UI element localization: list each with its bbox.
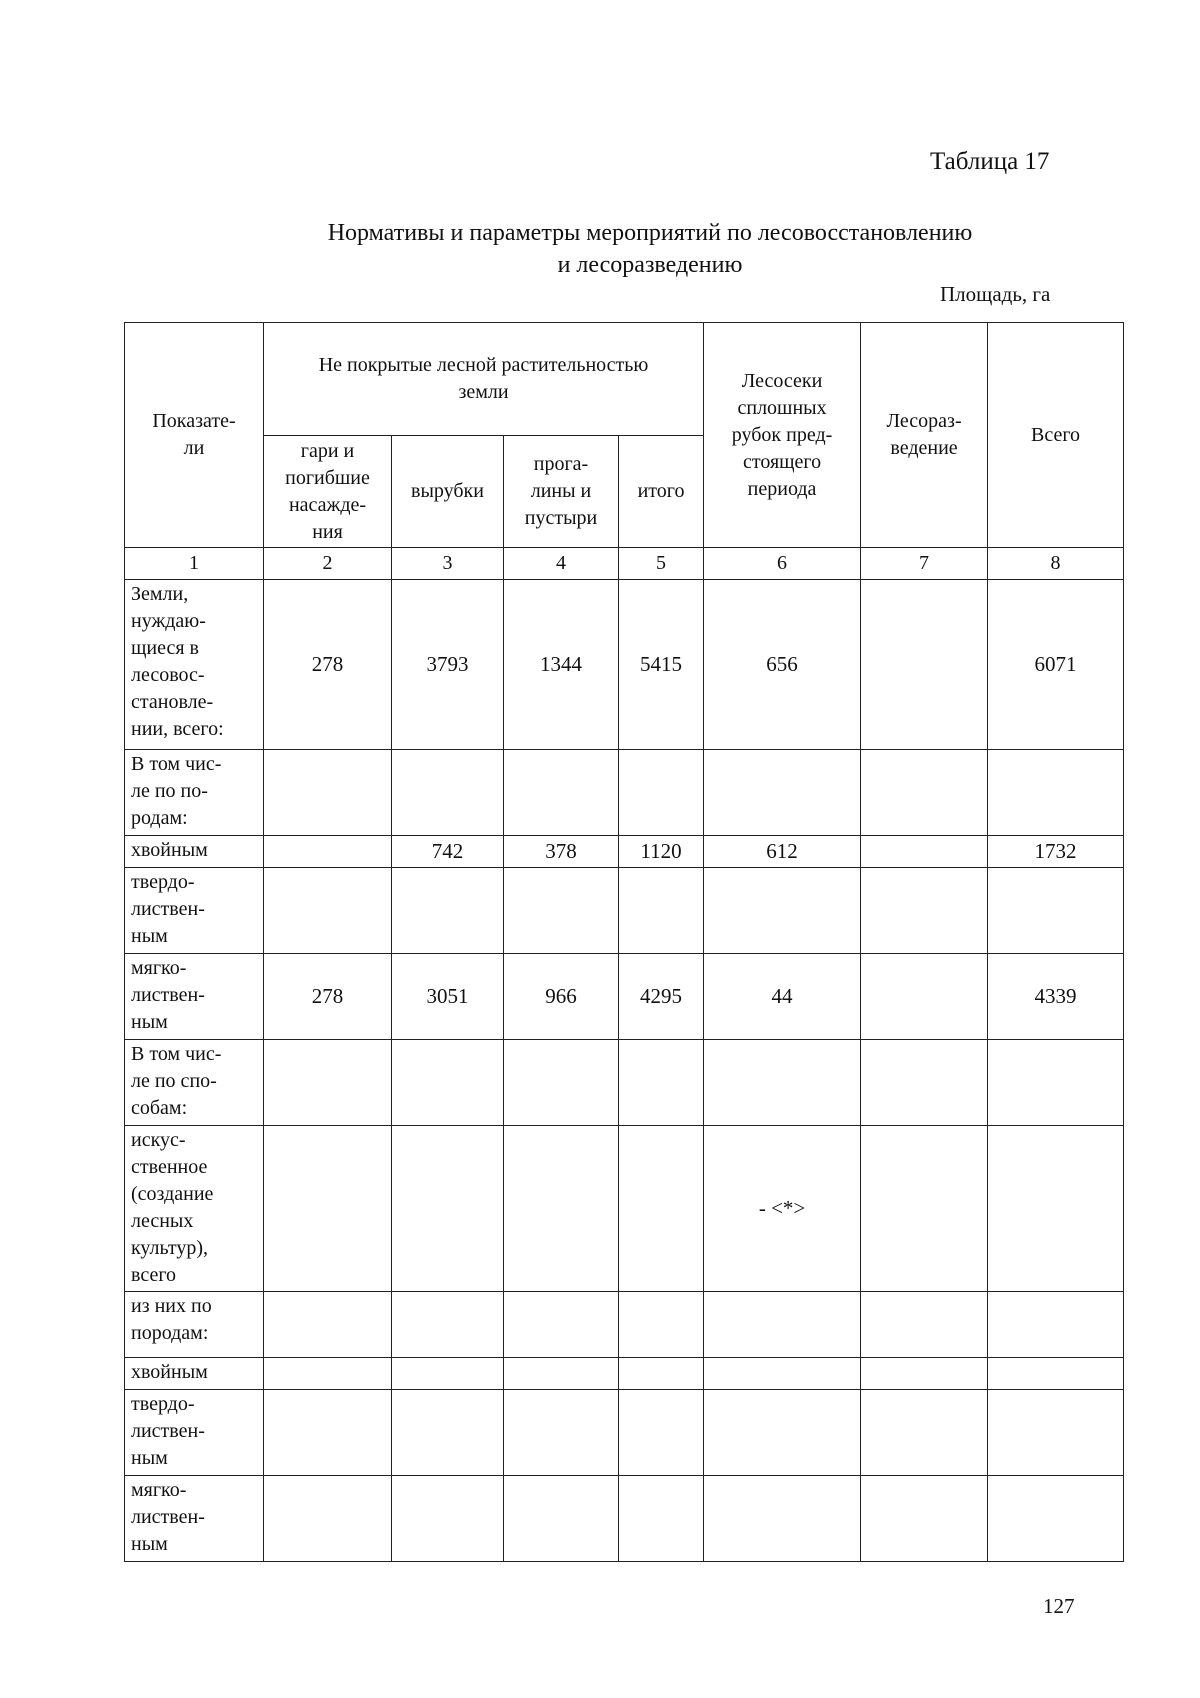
column-number: 4	[504, 548, 619, 580]
table-cell: 44	[704, 954, 861, 1040]
table-cell: 612	[704, 836, 861, 868]
page-number: 127	[1043, 1594, 1075, 1618]
table-row	[125, 1126, 1124, 1292]
table-cell	[392, 868, 504, 954]
table-cell	[704, 1040, 861, 1126]
table-cell	[264, 1292, 392, 1358]
table-cell	[704, 1390, 861, 1476]
table-cell: 378	[504, 836, 619, 868]
table-cell	[504, 1476, 619, 1562]
table-cell	[861, 1292, 988, 1358]
page-title-continued: и лесоразведению	[557, 252, 743, 278]
table-cell	[704, 1292, 861, 1358]
table-row	[125, 1390, 1124, 1476]
table-row	[125, 1040, 1124, 1126]
table-cell	[861, 750, 988, 836]
table-cell: 3793	[392, 580, 504, 750]
table-cell	[392, 1476, 504, 1562]
table-cell	[504, 868, 619, 954]
table-cell	[619, 1358, 704, 1390]
table-cell: 4339	[988, 954, 1124, 1040]
table-cell: 966	[504, 954, 619, 1040]
table-cell	[504, 1358, 619, 1390]
table-cell	[504, 1292, 619, 1358]
header-total: Всего	[988, 323, 1124, 548]
table-cell	[988, 1358, 1124, 1390]
row-label: мягко- листвен- ным	[125, 954, 264, 1040]
table-row	[125, 1476, 1124, 1562]
row-label: хвойным	[125, 836, 264, 868]
table-cell: 6071	[988, 580, 1124, 750]
column-number: 8	[988, 548, 1124, 580]
row-label: Земли, нуждаю- щиеся в лесовос- становле- нии, всего:	[125, 580, 264, 750]
table-cell	[392, 750, 504, 836]
table-row	[125, 580, 1124, 750]
table-cell	[861, 868, 988, 954]
table-cell	[861, 954, 988, 1040]
table-cell	[392, 1040, 504, 1126]
table-cell	[264, 836, 392, 868]
table-cell	[861, 836, 988, 868]
table-cell	[988, 1040, 1124, 1126]
table-cell	[619, 868, 704, 954]
table-cell	[861, 1476, 988, 1562]
table-cell	[619, 1126, 704, 1292]
table-cell	[264, 868, 392, 954]
table-cell	[504, 1390, 619, 1476]
table-cell	[504, 1040, 619, 1126]
page-title: Нормативы и параметры мероприятий по лесовосстановлению	[327, 220, 973, 246]
column-number: 7	[861, 548, 988, 580]
table-number: Таблица 17	[930, 148, 1050, 175]
table-cell	[704, 750, 861, 836]
table-cell	[504, 750, 619, 836]
table-cell	[988, 1126, 1124, 1292]
table-cell	[392, 1292, 504, 1358]
header-indicators: Показате- ли	[125, 323, 264, 548]
table-cell	[392, 1358, 504, 1390]
row-label: В том чис- ле по спо- собам:	[125, 1040, 264, 1126]
table-cell	[704, 1476, 861, 1562]
data-table	[124, 322, 1124, 1562]
table-cell	[392, 1390, 504, 1476]
table-row	[125, 954, 1124, 1040]
table-cell: 1732	[988, 836, 1124, 868]
table-cell	[704, 868, 861, 954]
column-number: 5	[619, 548, 704, 580]
row-label: В том чис- ле по по- родам:	[125, 750, 264, 836]
table-cell: 278	[264, 580, 392, 750]
header-unforested-lands: Не покрытые лесной растительностью земли	[264, 323, 704, 436]
table-cell: 3051	[392, 954, 504, 1040]
table-cell	[988, 750, 1124, 836]
table-cell	[619, 750, 704, 836]
table-row	[125, 750, 1124, 836]
table-row	[125, 836, 1124, 868]
column-number-row	[125, 548, 1124, 580]
row-label: мягко- листвен- ным	[125, 1476, 264, 1562]
table-cell: 4295	[619, 954, 704, 1040]
row-label: искус- ственное (создание лесных культур), всего	[125, 1126, 264, 1292]
table-cell	[392, 1126, 504, 1292]
table-cell	[861, 1040, 988, 1126]
column-number: 6	[704, 548, 861, 580]
table-cell	[619, 1476, 704, 1562]
table-row	[125, 1358, 1124, 1390]
table-cell	[264, 1476, 392, 1562]
header-afforestation: Лесораз- ведение	[861, 323, 988, 548]
row-label: хвойным	[125, 1358, 264, 1390]
table-cell: 742	[392, 836, 504, 868]
header-cuttings: вырубки	[392, 436, 504, 548]
table-cell	[264, 1126, 392, 1292]
row-label: твердо- листвен- ным	[125, 1390, 264, 1476]
table-cell	[988, 1390, 1124, 1476]
header-clearcut-areas: Лесосеки сплошных рубок пред- стоящего периода	[704, 323, 861, 548]
table-cell	[619, 1390, 704, 1476]
table-cell	[988, 868, 1124, 954]
header-subtotal: итого	[619, 436, 704, 548]
table-cell	[264, 1358, 392, 1390]
table-cell	[504, 1126, 619, 1292]
table-cell	[988, 1476, 1124, 1562]
table-cell	[861, 580, 988, 750]
table-row	[125, 1292, 1124, 1358]
table-cell	[619, 1040, 704, 1126]
header-burns: гари и погибшие насажде- ния	[264, 436, 392, 548]
table-cell: 5415	[619, 580, 704, 750]
table-cell	[264, 1390, 392, 1476]
header-glades: прога- лины и пустыри	[504, 436, 619, 548]
table-cell	[264, 750, 392, 836]
table-cell	[861, 1126, 988, 1292]
table-cell: 1120	[619, 836, 704, 868]
table-cell	[988, 1292, 1124, 1358]
column-number: 2	[264, 548, 392, 580]
row-label: из них по породам:	[125, 1292, 264, 1358]
table-cell: 1344	[504, 580, 619, 750]
table-cell	[704, 1358, 861, 1390]
row-label: твердо- листвен- ным	[125, 868, 264, 954]
table-row	[125, 868, 1124, 954]
table-cell	[861, 1390, 988, 1476]
table-cell: - <*>	[704, 1126, 861, 1292]
table-cell: 656	[704, 580, 861, 750]
table-cell	[619, 1292, 704, 1358]
table-cell: 278	[264, 954, 392, 1040]
table-cell	[264, 1040, 392, 1126]
column-number: 1	[125, 548, 264, 580]
column-number: 3	[392, 548, 504, 580]
table-cell	[861, 1358, 988, 1390]
unit-label: Площадь, га	[940, 282, 1051, 306]
